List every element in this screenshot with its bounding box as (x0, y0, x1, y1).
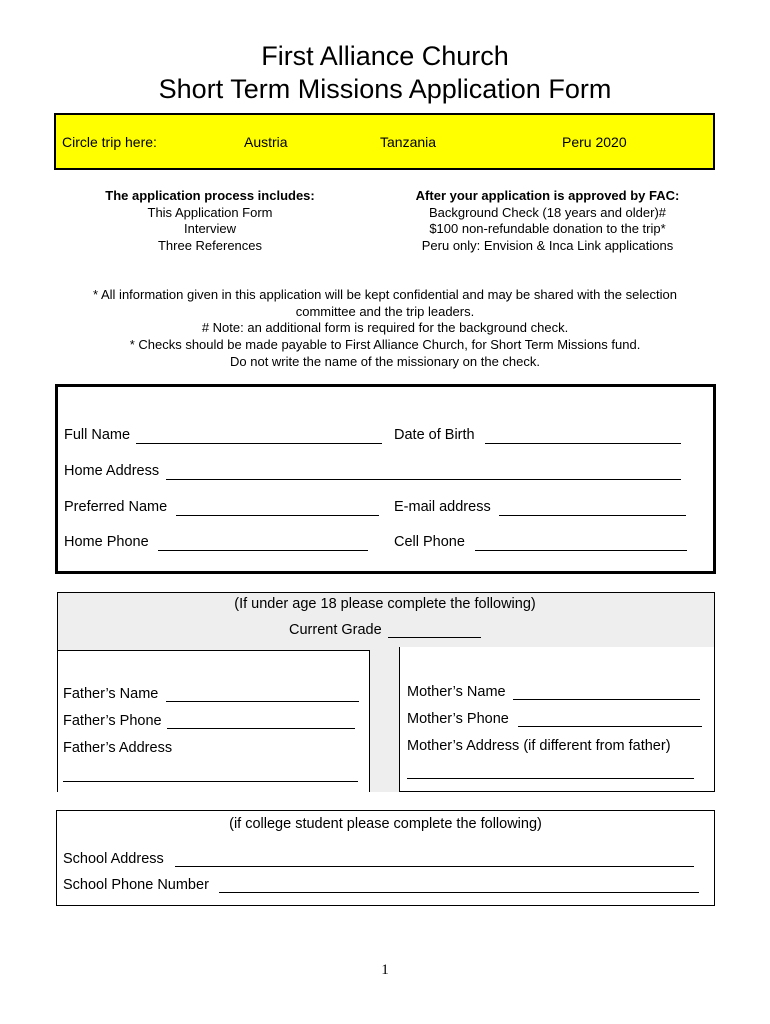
father-phone-field[interactable] (167, 728, 355, 729)
dob-field[interactable] (485, 443, 681, 444)
applicant-info-box (55, 384, 716, 574)
minor-intro: (If under age 18 please complete the following) (234, 596, 536, 612)
home-address-label: Home Address (64, 463, 160, 479)
dob-label: Date of Birth (394, 427, 475, 443)
mother-name-label: Mother’s Name (407, 684, 506, 700)
mother-phone-field[interactable] (518, 726, 702, 727)
page-number: 1 (381, 962, 389, 978)
note-line: committee and the trip leaders. (295, 303, 475, 319)
process-item: Three References (157, 237, 263, 253)
approval-item: $100 non-refundable donation to the trip* (429, 221, 666, 236)
preferred-name-field[interactable] (176, 515, 379, 516)
form-title: First Alliance Church (261, 41, 509, 71)
school-address-label: School Address (63, 851, 164, 867)
mother-name-field[interactable] (513, 699, 700, 700)
college-section-box (56, 810, 715, 906)
process-section (60, 188, 360, 254)
approval-item: Peru only: Envision & Inca Link applications (421, 237, 674, 253)
process-item: Interview (183, 221, 237, 236)
current-grade-label: Current Grade (289, 622, 382, 638)
mother-phone-label: Mother’s Phone (407, 711, 509, 727)
trip-label: Circle trip here: (62, 134, 157, 150)
father-address-label: Father’s Address (63, 740, 173, 756)
college-intro: (if college student please complete the following) (229, 816, 542, 832)
trip-option-austria[interactable]: Austria (244, 134, 288, 150)
mother-address-label: Mother’s Address (if different from father) (407, 738, 671, 754)
note-line: Do not write the name of the missionary on the check. (230, 353, 540, 369)
cell-phone-field[interactable] (475, 550, 687, 551)
note-line: * Checks should be made payable to First Alliance Church, for Short Term Missions fund. (129, 337, 641, 353)
trip-option-tanzania[interactable]: Tanzania (380, 134, 437, 150)
father-name-label: Father’s Name (63, 686, 159, 702)
email-field[interactable] (499, 515, 686, 516)
father-name-field[interactable] (166, 701, 359, 702)
confidentiality-notes (40, 287, 730, 371)
mother-address-field[interactable] (407, 778, 694, 779)
full-name-field[interactable] (136, 443, 382, 444)
current-grade-field[interactable] (388, 637, 481, 638)
process-heading: The application process includes: (105, 188, 315, 203)
father-address-field[interactable] (63, 781, 358, 782)
school-phone-label: School Phone Number (63, 877, 209, 893)
father-phone-label: Father’s Phone (63, 713, 162, 729)
approval-item: Background Check (18 years and older)# (428, 204, 667, 220)
school-phone-field[interactable] (219, 892, 699, 893)
preferred-name-label: Preferred Name (64, 499, 168, 515)
home-phone-field[interactable] (158, 550, 368, 551)
full-name-label: Full Name (64, 427, 131, 443)
home-address-field[interactable] (166, 479, 681, 480)
home-phone-label: Home Phone (64, 534, 149, 550)
process-item: This Application Form (147, 204, 273, 220)
approval-heading: After your application is approved by FAC: (415, 188, 680, 203)
note-line: # Note: an additional form is required for the background check. (201, 320, 569, 336)
note-line: * All information given in this application will be kept confidential and may be shared with the selection (93, 287, 677, 302)
email-label: E-mail address (394, 499, 491, 515)
cell-phone-label: Cell Phone (394, 534, 465, 550)
approval-section (395, 188, 700, 254)
trip-option-peru[interactable]: Peru 2020 (562, 134, 627, 150)
form-subtitle: Short Term Missions Application Form (158, 74, 612, 104)
school-address-field[interactable] (175, 866, 694, 867)
trip-selection-box (54, 113, 715, 170)
